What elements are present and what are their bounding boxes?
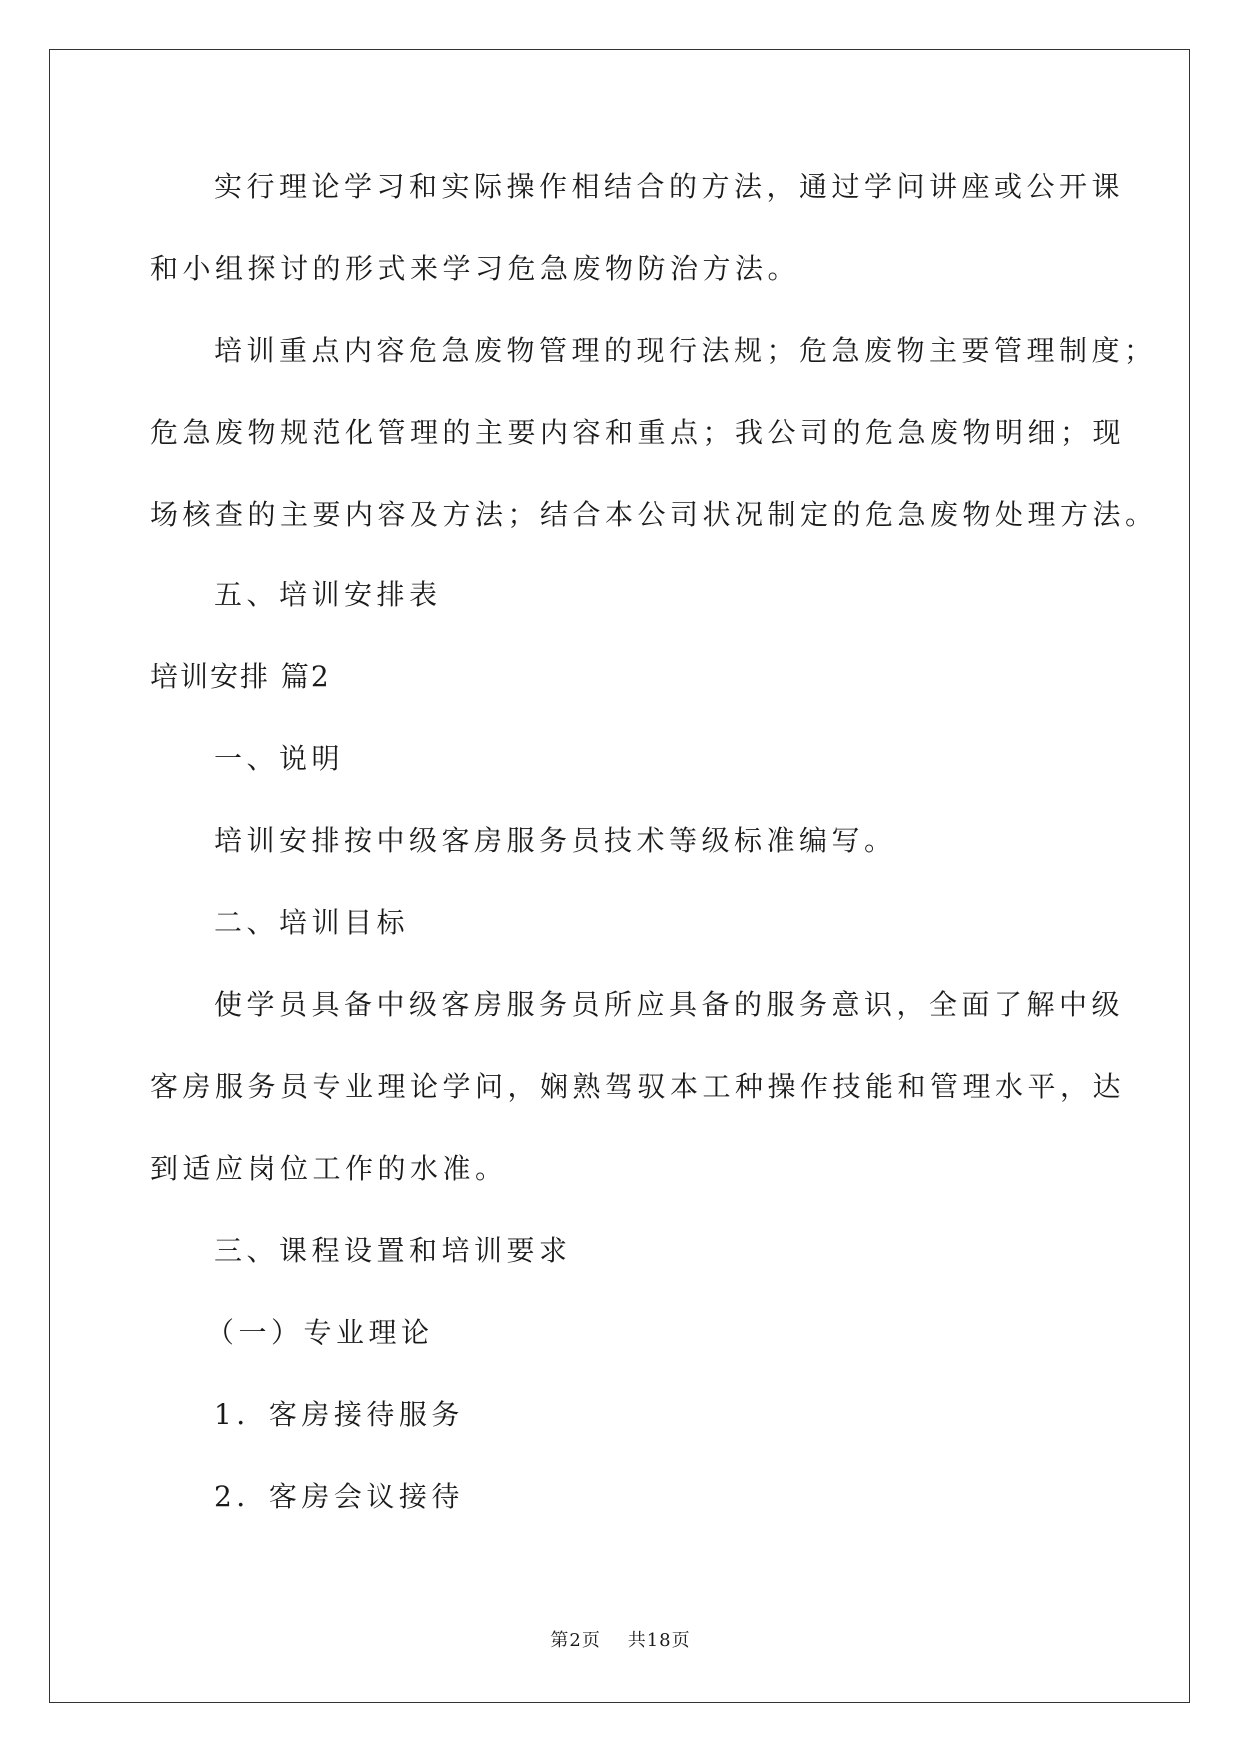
section-heading: 五、培训安排表 bbox=[214, 578, 442, 611]
section-heading: 二、培训目标 bbox=[214, 906, 410, 939]
list-item: 1．客房接待服务 bbox=[214, 1398, 464, 1431]
body-line: 场核查的主要内容及方法；结合本公司状况制定的危急废物处理方法。 bbox=[150, 498, 1158, 531]
list-item: 2．客房会议接待 bbox=[214, 1480, 464, 1513]
section-heading: 一、说明 bbox=[214, 742, 345, 775]
body-line: 实行理论学习和实际操作相结合的方法，通过学问讲座或公开课 bbox=[214, 170, 1125, 203]
page-border bbox=[49, 49, 1190, 1703]
body-line: 危急废物规范化管理的主要内容和重点；我公司的危急废物明细；现 bbox=[150, 416, 1126, 449]
body-line: 培训重点内容危急废物管理的现行法规；危急废物主要管理制度； bbox=[214, 334, 1157, 367]
section-heading: 三、课程设置和培训要求 bbox=[214, 1234, 572, 1267]
body-line: 客房服务员专业理论学问，娴熟驾驭本工种操作技能和管理水平，达 bbox=[150, 1070, 1126, 1103]
body-line: 使学员具备中级客房服务员所应具备的服务意识，全面了解中级 bbox=[214, 988, 1125, 1021]
subsection-heading: （一）专业理论 bbox=[206, 1316, 434, 1349]
body-line: 和小组探讨的形式来学习危急废物防治方法。 bbox=[150, 252, 801, 285]
body-line: 培训安排按中级客房服务员技术等级标准编写。 bbox=[214, 824, 897, 857]
body-line: 到适应岗位工作的水准。 bbox=[150, 1152, 508, 1185]
page-number-footer: 第2页 共18页 bbox=[550, 1630, 691, 1651]
article-title: 培训安排 篇2 bbox=[150, 660, 331, 693]
